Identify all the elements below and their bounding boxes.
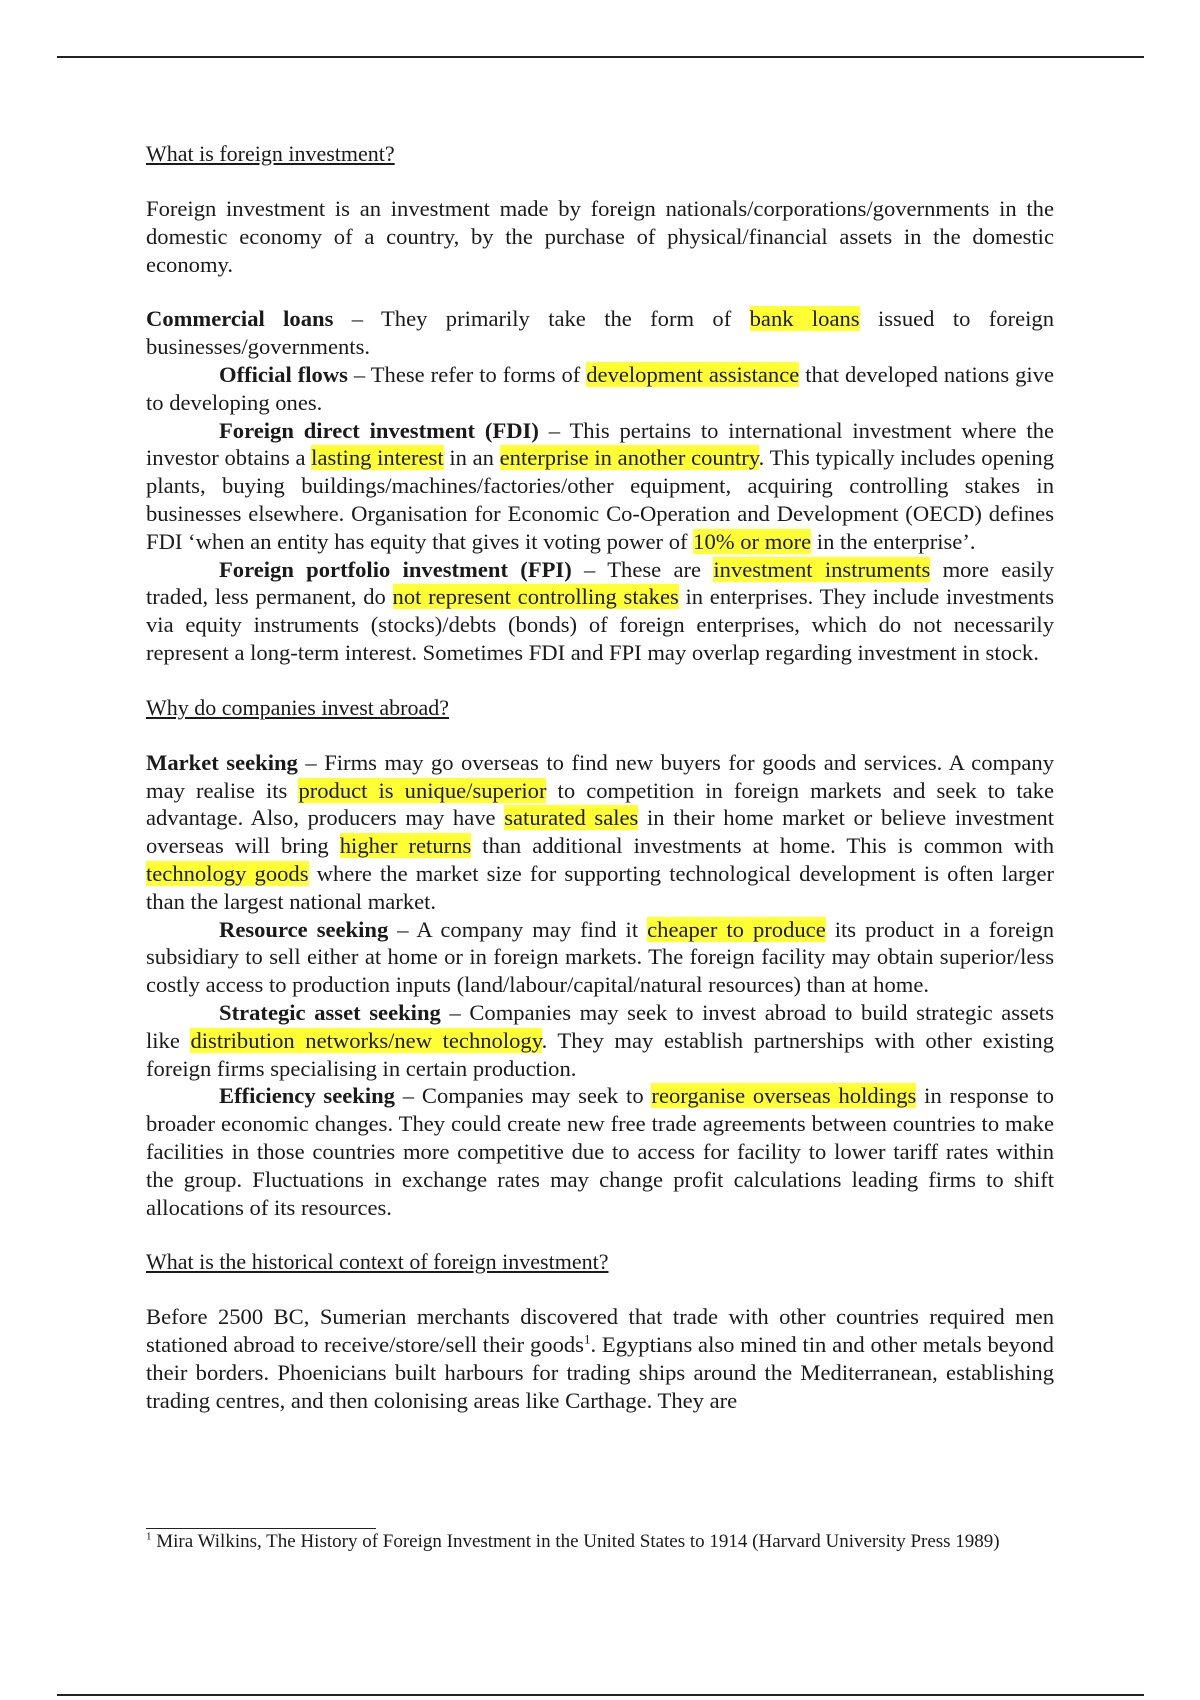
text-span: in the enterprise’.	[811, 528, 976, 554]
term-official-flows: Official flows	[219, 361, 348, 387]
text-span: in response to broader economic changes. They could create new free trade agreements between countries to make facilities in those countries more competitive due to access for facility to lower tariff rates within the group. Fluctuations in exchange rates may change profit calculations leading firms to shift allocations of its resources.	[146, 1083, 1054, 1220]
text-span: – These refer to forms of	[347, 361, 587, 387]
paragraph-fpi	[146, 556, 1054, 667]
heading-what-is-foreign-investment: What is foreign investment?	[146, 141, 395, 166]
highlight-reorganise-holdings: reorganise overseas holdings	[651, 1083, 917, 1109]
term-resource-seeking: Resource seeking	[219, 916, 389, 942]
highlight-higher-returns: higher returns	[339, 833, 472, 859]
text-span: – Firms may go overseas to find new buyers for goods and services. A company may realise its	[146, 749, 1054, 803]
document-body	[146, 140, 1054, 1414]
paragraph-market-seeking	[146, 749, 1054, 916]
text-span: its product in a foreign subsidiary to sell either at home or in foreign markets. The foreign facility may obtain superior/less costly access to production inputs (land/labour/capital/natural resources) than at home.	[146, 916, 1055, 998]
highlight-development-assistance: development assistance	[586, 361, 800, 387]
text-span: more easily traded, less permanent, do	[146, 556, 1054, 610]
footer-rule	[57, 1694, 1144, 1696]
text-span: in an	[443, 445, 500, 471]
text-span: . This typically includes opening plants, buying buildings/machines/factories/other equipment, acquiring controlling stakes in businesses elsewhere. Organisation for Economic Co-Operation and Development (OECD) defines FDI ‘when an entity has equity that gives it voting power of	[146, 445, 1054, 554]
text-span: . They may establish partnerships with other existing foreign firms specialising in certain production.	[146, 1027, 1054, 1081]
heading-historical-context: What is the historical context of foreign investment?	[146, 1249, 609, 1275]
footnote-text: Mira Wilkins, The History of Foreign Investment in the United States to 1914 (Harvard University Press 1989)	[151, 1531, 1000, 1552]
highlight-technology-goods: technology goods	[146, 860, 309, 886]
text-span: Before 2500 BC, Sumerian merchants discovered that trade with other countries required men stationed abroad to receive/store/sell their goods	[146, 1304, 1054, 1358]
text-span: – Companies may seek to invest abroad to build strategic assets like	[146, 999, 1054, 1053]
intro-paragraph: Foreign investment is an investment made by foreign nationals/corporations/governments in the domestic economy of a country, by the purchase of physical/financial assets in the domestic economy.	[146, 196, 1054, 277]
term-market-seeking: Market seeking	[146, 749, 298, 775]
paragraph-efficiency-seeking	[146, 1082, 1054, 1221]
highlight-not-controlling-stakes: not represent controlling stakes	[392, 584, 679, 610]
term-fdi: Foreign direct investment (FDI)	[219, 417, 539, 443]
paragraph-history	[146, 1303, 1054, 1414]
text-span: . Egyptians also mined tin and other metals beyond their borders. Phoenicians built harbours for trading ships around the Mediterranean, establishing trading centres, and then colonising areas like Carthage. They are	[146, 1332, 1054, 1413]
text-span: in their home market or believe investment overseas will bring	[146, 805, 1055, 859]
highlight-investment-instruments: investment instruments	[713, 556, 931, 582]
text-span: – This pertains to international investment where the investor obtains a	[146, 417, 1054, 471]
highlight-product-unique: product is unique/superior	[298, 777, 547, 803]
text-span: – A company may find it	[388, 916, 648, 942]
term-fpi: Foreign portfolio investment (FPI)	[219, 556, 572, 582]
term-strategic-asset-seeking: Strategic asset seeking	[219, 999, 441, 1025]
text-span: to competition in foreign markets and seek to take advantage. Also, producers may have	[146, 777, 1054, 831]
highlight-enterprise-another-country: enterprise in another country	[499, 445, 759, 471]
text-span: that developed nations give to developing ones.	[146, 361, 1054, 415]
heading-why-invest-abroad: Why do companies invest abroad?	[146, 694, 450, 720]
header-rule	[57, 56, 1144, 58]
highlight-10-percent: 10% or more	[693, 528, 812, 554]
term-commercial-loans: Commercial loans	[146, 306, 334, 332]
footnote-ref[interactable]: 1	[583, 1331, 591, 1347]
text-span: – Companies may seek to	[394, 1083, 652, 1109]
text-span: issued to foreign businesses/governments.	[146, 306, 1054, 360]
highlight-bank-loans: bank loans	[749, 306, 860, 332]
paragraph-resource-seeking	[146, 916, 1054, 999]
paragraph-commercial-loans	[146, 305, 1054, 361]
footnote	[146, 1530, 1066, 1554]
text-span: – These are	[571, 556, 714, 582]
text-span: in enterprises. They include investments via equity instruments (stocks)/debts (bonds) of foreign enterprises, which do not necessarily represent a long-term interest. Sometimes FDI and FPI may overlap regarding investment in stock.	[146, 584, 1054, 665]
footnote-rule	[146, 1528, 376, 1529]
highlight-saturated-sales: saturated sales	[504, 805, 639, 831]
text-span: – They primarily take the form of	[333, 306, 750, 332]
term-efficiency-seeking: Efficiency seeking	[219, 1083, 395, 1109]
highlight-distribution-networks: distribution networks/new technology	[190, 1027, 542, 1053]
paragraph-fdi	[146, 417, 1054, 556]
highlight-lasting-interest: lasting interest	[311, 445, 444, 471]
paragraph-strategic-asset-seeking	[146, 999, 1054, 1082]
paragraph-official-flows	[146, 361, 1054, 417]
highlight-cheaper-to-produce: cheaper to produce	[647, 916, 826, 942]
footnote-number: 1	[146, 1530, 152, 1543]
text-span: where the market size for supporting technological development is often larger than the largest national market.	[146, 860, 1054, 914]
text-span: than additional investments at home. This is common with	[471, 833, 1054, 859]
